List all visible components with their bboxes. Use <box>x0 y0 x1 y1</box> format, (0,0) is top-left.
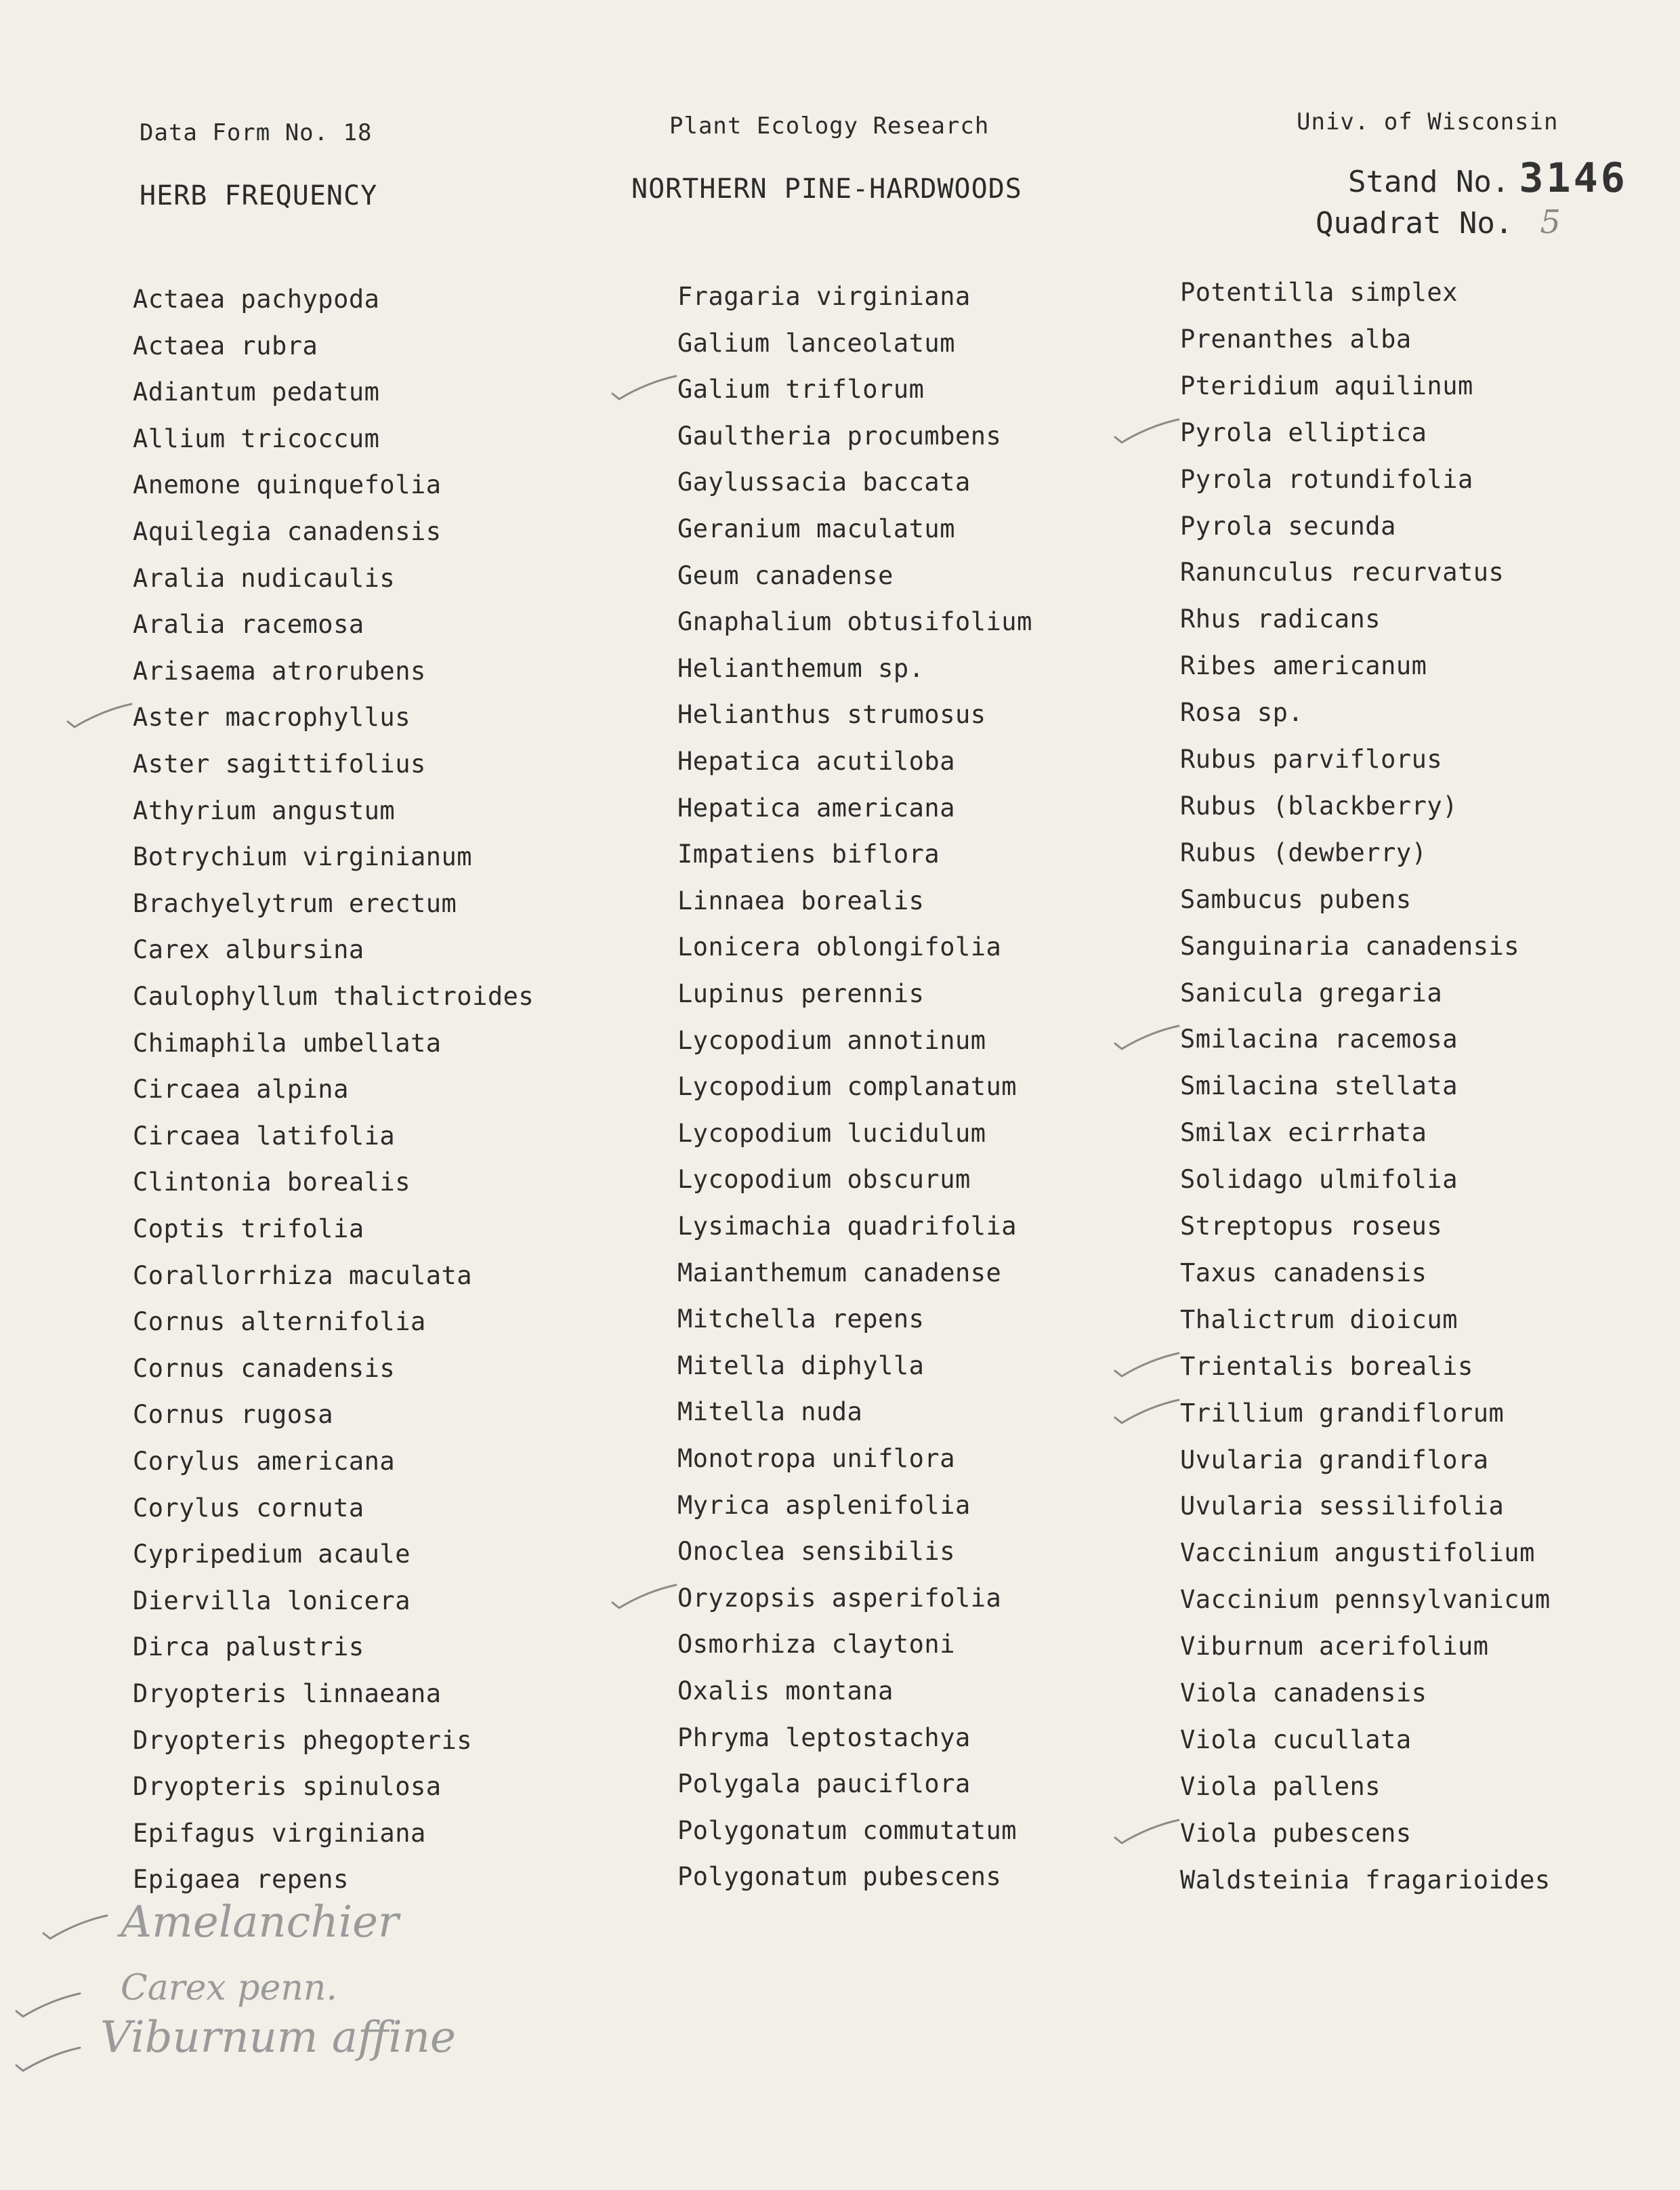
species-item: Sanicula gregaria <box>1180 978 1443 1008</box>
species-item: Viola pubescens <box>1180 1819 1412 1848</box>
species-item: Geranium maculatum <box>677 514 955 543</box>
species-item: Rosa sp. <box>1180 698 1304 727</box>
species-item: Trillium grandiflorum <box>1180 1399 1505 1428</box>
species-item: Cornus alternifolia <box>133 1307 426 1336</box>
species-item: Thalictrum dioicum <box>1180 1305 1458 1334</box>
species-item: Actaea pachypoda <box>133 285 380 314</box>
check-mark-icon <box>14 2040 81 2073</box>
species-item: Pyrola secunda <box>1180 512 1396 541</box>
species-item: Dirca palustris <box>133 1632 364 1661</box>
species-item: Anemone quinquefolia <box>133 470 442 499</box>
species-item: Viola cucullata <box>1180 1725 1412 1754</box>
check-mark-icon <box>65 696 133 730</box>
species-item: Streptopus roseus <box>1180 1212 1443 1241</box>
species-item: Gaylussacia baccata <box>677 468 971 497</box>
species-item: Carex albursina <box>133 935 364 964</box>
species-item: Galium lanceolatum <box>677 329 955 358</box>
handwritten-species: Amelanchier <box>121 1897 399 1947</box>
species-item: Athyrium angustum <box>133 796 396 825</box>
species-item: Pteridium aquilinum <box>1180 371 1473 400</box>
check-mark-icon <box>1112 1812 1180 1846</box>
form-title: HERB FREQUENCY <box>140 180 378 211</box>
quadrat-number <box>1316 203 1561 241</box>
species-item: Ribes americanum <box>1180 651 1427 680</box>
check-mark-icon <box>1112 1345 1180 1379</box>
species-item: Polygala pauciflora <box>677 1769 971 1798</box>
species-item: Hepatica americana <box>677 793 955 823</box>
species-item: Botrychium virginianum <box>133 842 473 871</box>
species-item: Aster sagittifolius <box>133 749 426 779</box>
species-item: Lonicera oblongifolia <box>677 932 1002 962</box>
species-item: Mitella nuda <box>677 1397 863 1426</box>
species-item: Hepatica acutiloba <box>677 747 955 776</box>
species-item: Smilax ecirrhata <box>1180 1118 1427 1147</box>
species-item: Chimaphila umbellata <box>133 1029 442 1058</box>
handwritten-species: Viburnum affine <box>100 2012 456 2063</box>
species-item: Epifagus virginiana <box>133 1819 426 1848</box>
species-item: Lycopodium lucidulum <box>677 1119 986 1148</box>
university-label: Univ. of Wisconsin <box>1297 108 1559 136</box>
species-item: Phryma leptostachya <box>677 1723 971 1752</box>
species-item: Corylus americana <box>133 1447 396 1476</box>
species-item: Lycopodium obscurum <box>677 1165 971 1194</box>
species-item: Mitella diphylla <box>677 1351 925 1380</box>
species-item: Viola canadensis <box>1180 1678 1427 1708</box>
check-mark-icon <box>1112 1392 1180 1426</box>
species-item: Maianthemum canadense <box>677 1258 1002 1287</box>
species-item: Caulophyllum thalictroides <box>133 982 534 1011</box>
species-item: Smilacina stellata <box>1180 1071 1458 1100</box>
species-item: Rubus parviflorus <box>1180 745 1443 774</box>
species-item: Impatiens biflora <box>677 840 940 869</box>
species-item: Pyrola elliptica <box>1180 418 1427 447</box>
species-item: Adiantum pedatum <box>133 377 380 407</box>
species-item: Coptis trifolia <box>133 1214 364 1243</box>
species-item: Dryopteris linnaeana <box>133 1679 442 1708</box>
species-item: Epigaea repens <box>133 1865 349 1894</box>
species-item: Geum canadense <box>677 561 894 590</box>
species-item: Allium tricoccum <box>133 424 380 453</box>
species-item: Galium triflorum <box>677 375 925 404</box>
species-item: Vaccinium pennsylvanicum <box>1180 1585 1551 1614</box>
species-item: Aralia nudicaulis <box>133 564 396 593</box>
check-mark-icon <box>610 368 677 402</box>
species-item: Corylus cornuta <box>133 1493 364 1523</box>
species-item: Cornus canadensis <box>133 1354 396 1383</box>
species-item: Vaccinium angustifolium <box>1180 1538 1535 1567</box>
stand-number <box>1348 154 1628 202</box>
species-item: Smilacina racemosa <box>1180 1025 1458 1054</box>
species-item: Solidago ulmifolia <box>1180 1165 1458 1194</box>
check-mark-icon <box>1112 411 1180 445</box>
check-mark-icon <box>1112 1018 1180 1052</box>
species-item: Potentilla simplex <box>1180 278 1458 307</box>
species-item: Viola pallens <box>1180 1772 1381 1801</box>
species-item: Aster macrophyllus <box>133 703 411 732</box>
species-item: Prenanthes alba <box>1180 325 1412 354</box>
species-item: Oxalis montana <box>677 1676 894 1706</box>
species-item: Sambucus pubens <box>1180 885 1412 914</box>
species-item: Lupinus perennis <box>677 979 925 1008</box>
species-item: Rubus (blackberry) <box>1180 791 1458 821</box>
form-number: Data Form No. 18 <box>140 119 373 146</box>
species-item: Trientalis borealis <box>1180 1352 1473 1381</box>
species-item: Arisaema atrorubens <box>133 657 426 686</box>
stand-label: Stand No. <box>1348 165 1510 199</box>
stand-value: 3146 <box>1519 154 1628 202</box>
species-item: Fragaria virginiana <box>677 282 971 311</box>
species-item: Viburnum acerifolium <box>1180 1632 1489 1661</box>
species-item: Actaea rubra <box>133 331 318 360</box>
species-item: Polygonatum pubescens <box>677 1862 1002 1891</box>
species-item: Circaea latifolia <box>133 1121 396 1151</box>
species-item: Uvularia grandiflora <box>1180 1445 1489 1474</box>
species-item: Clintonia borealis <box>133 1168 411 1197</box>
species-item: Corallorrhiza maculata <box>133 1261 473 1290</box>
community-title: NORTHERN PINE-HARDWOODS <box>631 173 1022 205</box>
species-item: Lycopodium complanatum <box>677 1072 1017 1101</box>
species-item: Aralia racemosa <box>133 610 364 639</box>
species-item: Diervilla lonicera <box>133 1586 411 1615</box>
species-item: Polygonatum commutatum <box>677 1816 1017 1845</box>
species-item: Waldsteinia fragarioides <box>1180 1865 1551 1895</box>
species-item: Myrica asplenifolia <box>677 1491 971 1520</box>
species-item: Ranunculus recurvatus <box>1180 558 1505 587</box>
species-item: Onoclea sensibilis <box>677 1537 955 1566</box>
species-item: Circaea alpina <box>133 1075 349 1104</box>
species-item: Osmorhiza claytoni <box>677 1630 955 1659</box>
species-item: Mitchella repens <box>677 1304 925 1334</box>
quadrat-label: Quadrat No. <box>1316 206 1513 241</box>
species-item: Gnaphalium obtusifolium <box>677 607 1032 636</box>
species-item: Brachyelytrum erectum <box>133 889 457 918</box>
species-item: Lycopodium annotinum <box>677 1026 986 1055</box>
quadrat-value: 5 <box>1540 203 1561 241</box>
check-mark-icon <box>610 1577 677 1611</box>
species-item: Dryopteris spinulosa <box>133 1772 442 1801</box>
species-item: Taxus canadensis <box>1180 1258 1427 1287</box>
species-item: Cornus rugosa <box>133 1400 334 1429</box>
check-mark-icon <box>41 1907 108 1941</box>
species-item: Uvularia sessilifolia <box>1180 1491 1505 1521</box>
species-item: Helianthemum sp. <box>677 654 925 683</box>
species-item: Dryopteris phegopteris <box>133 1726 473 1755</box>
species-item: Rhus radicans <box>1180 604 1381 634</box>
species-item: Rubus (dewberry) <box>1180 838 1427 867</box>
species-item: Helianthus strumosus <box>677 700 986 729</box>
handwritten-species: Carex penn. <box>121 1968 337 2008</box>
species-item: Pyrola rotundifolia <box>1180 465 1473 494</box>
species-item: Aquilegia canadensis <box>133 517 442 546</box>
species-item: Cypripedium acaule <box>133 1540 411 1569</box>
species-item: Linnaea borealis <box>677 886 925 915</box>
species-item: Sanguinaria canadensis <box>1180 932 1520 961</box>
organization-label: Plant Ecology Research <box>669 112 990 140</box>
species-item: Gaultheria procumbens <box>677 421 1002 451</box>
species-item: Lysimachia quadrifolia <box>677 1212 1017 1241</box>
species-item: Monotropa uniflora <box>677 1444 955 1473</box>
check-mark-icon <box>14 1985 81 2019</box>
species-item: Oryzopsis asperifolia <box>677 1584 1002 1613</box>
